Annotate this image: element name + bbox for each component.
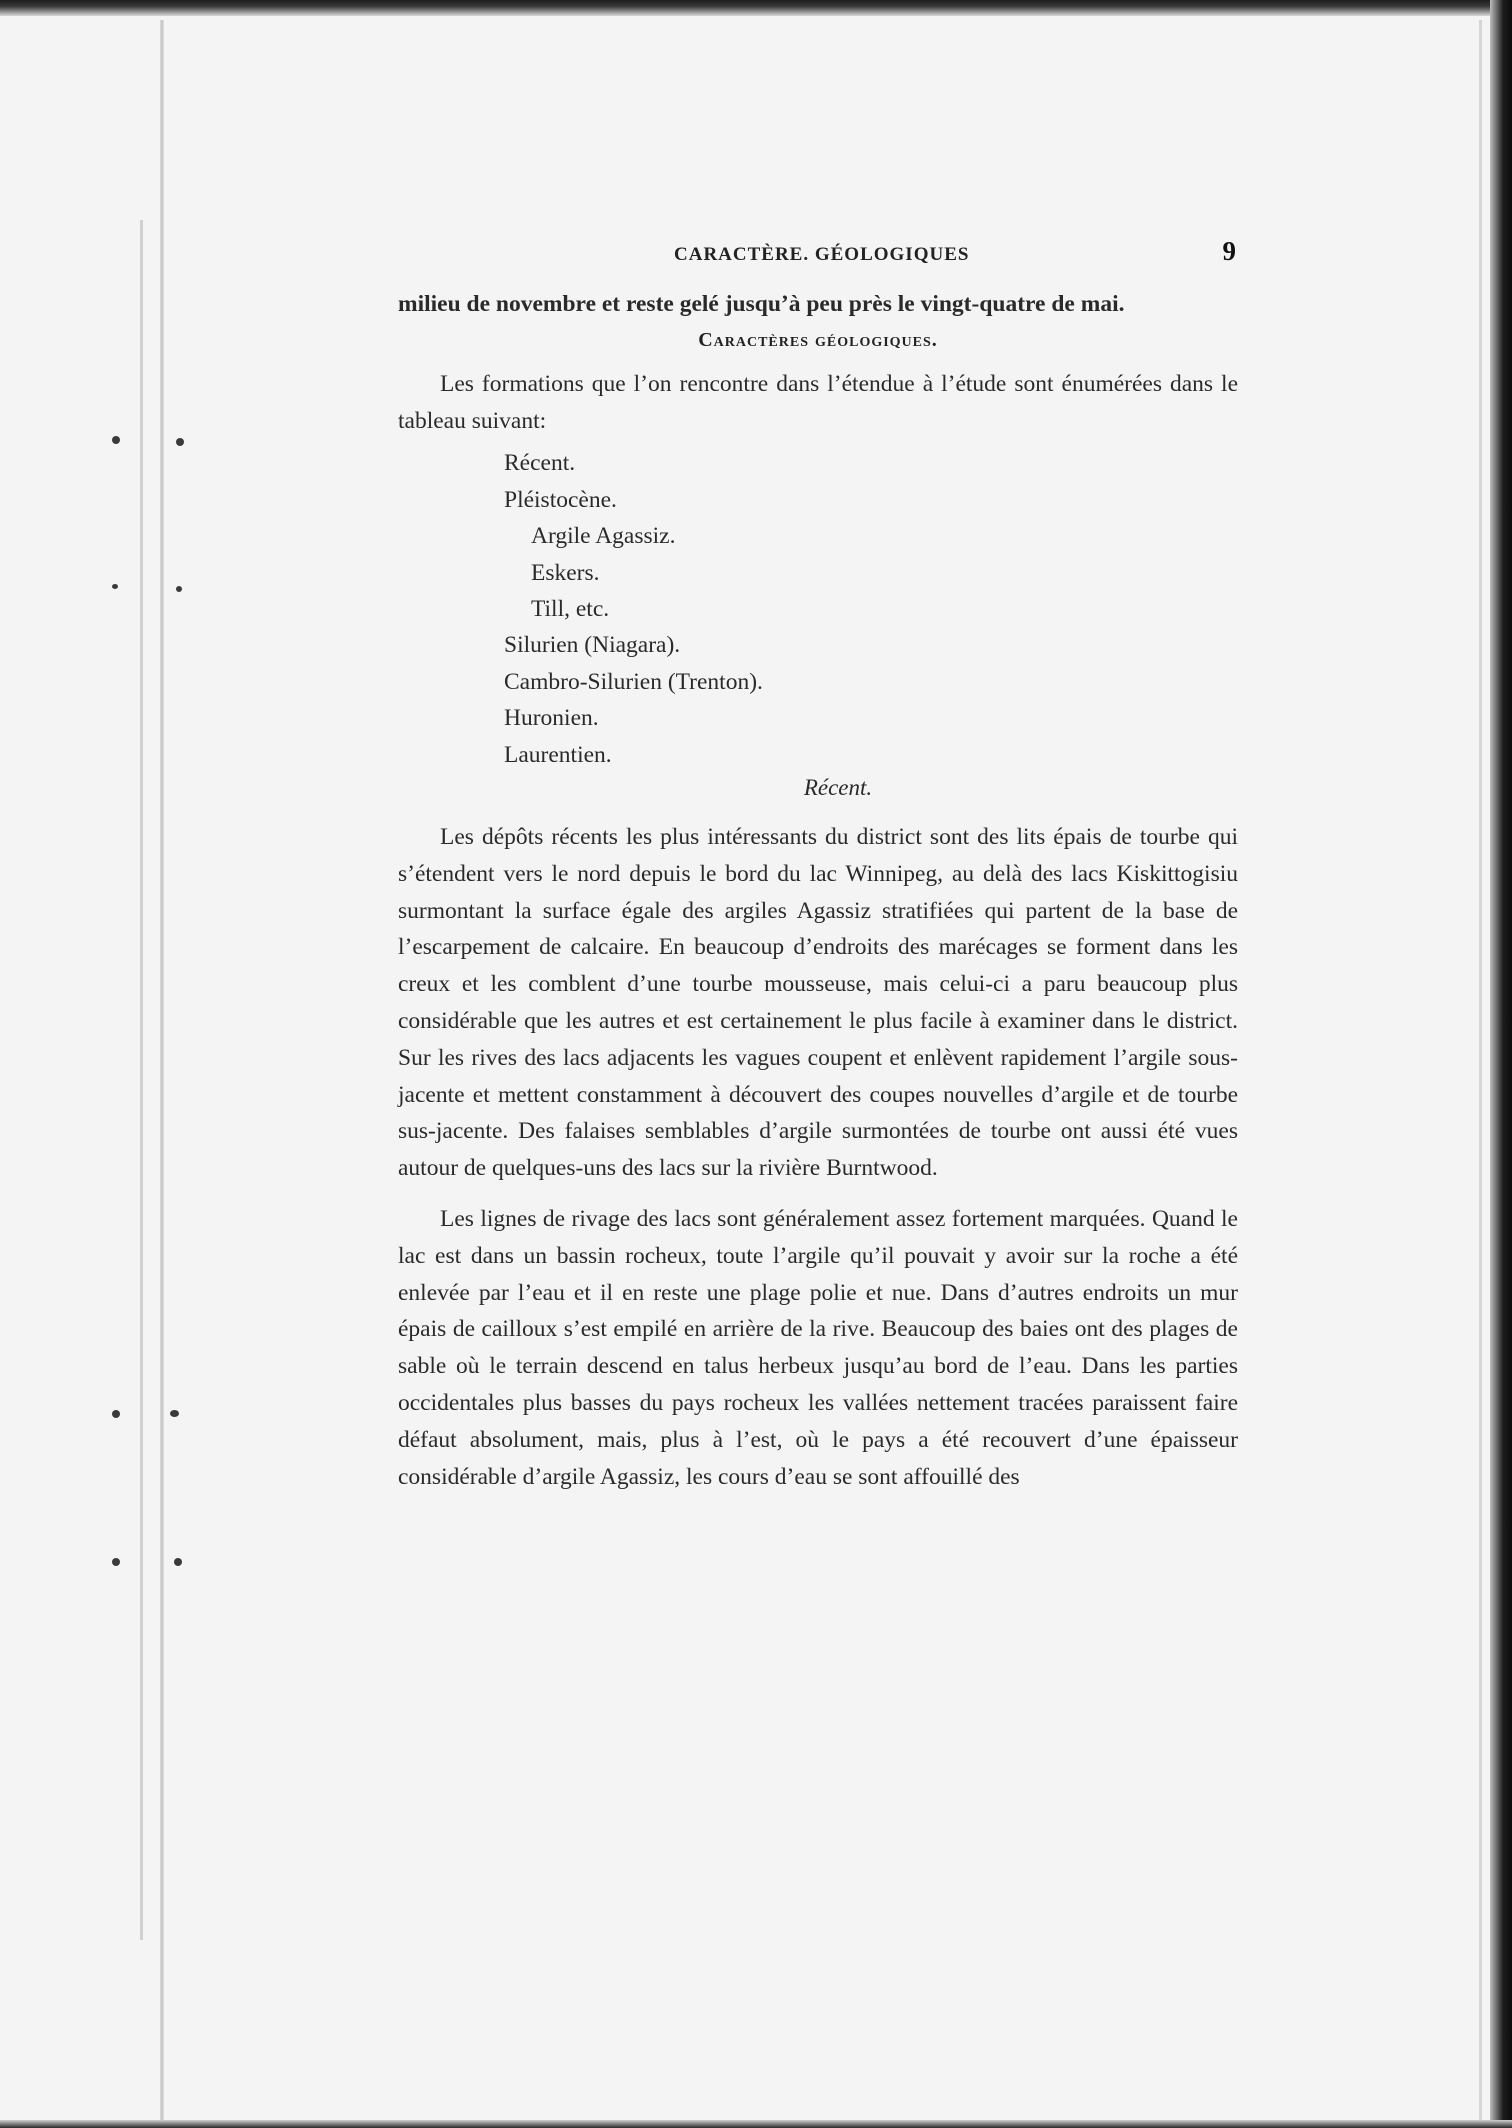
- list-item: Pléistocène.: [504, 486, 617, 513]
- list-item: Cambro-Silurien (Trenton).: [504, 668, 763, 695]
- binding-hole-mark: [112, 584, 118, 589]
- running-header: [398, 236, 1238, 272]
- running-title: CARACTÈRE. GÉOLOGIQUES: [674, 244, 970, 265]
- binding-hole-mark: [176, 586, 182, 592]
- list-item: Till, etc.: [531, 596, 610, 623]
- formations-list: [504, 445, 1238, 773]
- page-right-fold: [1479, 20, 1482, 2120]
- page-number: 9: [1222, 236, 1236, 266]
- section-heading: Caractères géologiques.: [698, 328, 938, 351]
- page-right-edge: [1490, 0, 1512, 2128]
- intro-paragraph: Les formations que l’on rencontre dans l’étendue à l’étude sont énumérées dans le tableau suivant:: [398, 370, 1238, 434]
- binding-hole-mark: [112, 1558, 120, 1566]
- binding-margin-line: [160, 20, 164, 2120]
- binding-hole-mark: [170, 1410, 179, 1417]
- binding-hole-mark: [112, 1410, 120, 1418]
- paragraph-recent: Les dépôts récents les plus intéressants du district sont des lits épais de tourbe qui s’étendent vers le nord depuis le bord du lac Winnipeg, au delà des lacs Kiskittogisiu surmontant la surface égale des argiles Agassiz stratifiées qui partent de la base de l’escarpement de calcaire. En beaucoup d’endroits des marécages se forment dans les creux et les comblent d’une tourbe mousseuse, mais celui-ci a paru beaucoup plus considérable que les autres et est certainement le plus facile à examiner dans le district. Sur les rives des lacs adjacents les vagues coupent et enlèvent rapidement l’argile sous-jacente et mettent constamment à découvert des coupes nouvelles d’argile et de tourbe sus-jacente. Des falaises semblables d’argile surmontées de tourbe ont aussi été vues autour de quelques-uns des lacs sur la rivière Burntwood.: [398, 824, 1238, 1182]
- paragraph-continuation: milieu de novembre et reste gelé jusqu’à peu près le vingt-quatre de mai.: [398, 291, 1125, 317]
- list-item: Récent.: [504, 450, 576, 477]
- list-item: Argile Agassiz.: [531, 523, 676, 550]
- page-top-edge: [0, 0, 1512, 16]
- list-item: Eskers.: [531, 559, 600, 586]
- binding-hole-mark: [176, 438, 184, 446]
- binding-margin-line-inner: [140, 220, 143, 1940]
- binding-hole-mark: [174, 1558, 182, 1566]
- page-bottom-edge: [0, 2120, 1512, 2128]
- paragraph-shorelines: Les lignes de rivage des lacs sont généralement assez fortement marquées. Quand le lac est dans un bassin rocheux, toute l’argile qu’il pouvait y avoir sur la roche a été enlevée par l’eau et il en reste une plage polie et nue. Dans d’autres endroits un mur épais de cailloux s’est empilé en arrière de la rive. Beaucoup des baies ont des plages de sable où le terrain descend en talus herbeux jusqu’au bord de l’eau. Dans les parties occidentales plus basses du pays rocheux les vallées nettement tracées paraissent faire défaut absolument, mais, plus à l’est, où le pays a été recouvert d’une épaisseur considérable d’argile Agassiz, les cours d’eau se sont affouillé des: [398, 1206, 1238, 1490]
- page-content: [398, 236, 1238, 1495]
- list-item: Silurien (Niagara).: [504, 632, 681, 659]
- binding-hole-mark: [112, 436, 120, 444]
- list-item: Laurentien.: [504, 741, 612, 768]
- subheading-recent: Récent.: [803, 775, 873, 801]
- list-item: Huronien.: [504, 705, 599, 732]
